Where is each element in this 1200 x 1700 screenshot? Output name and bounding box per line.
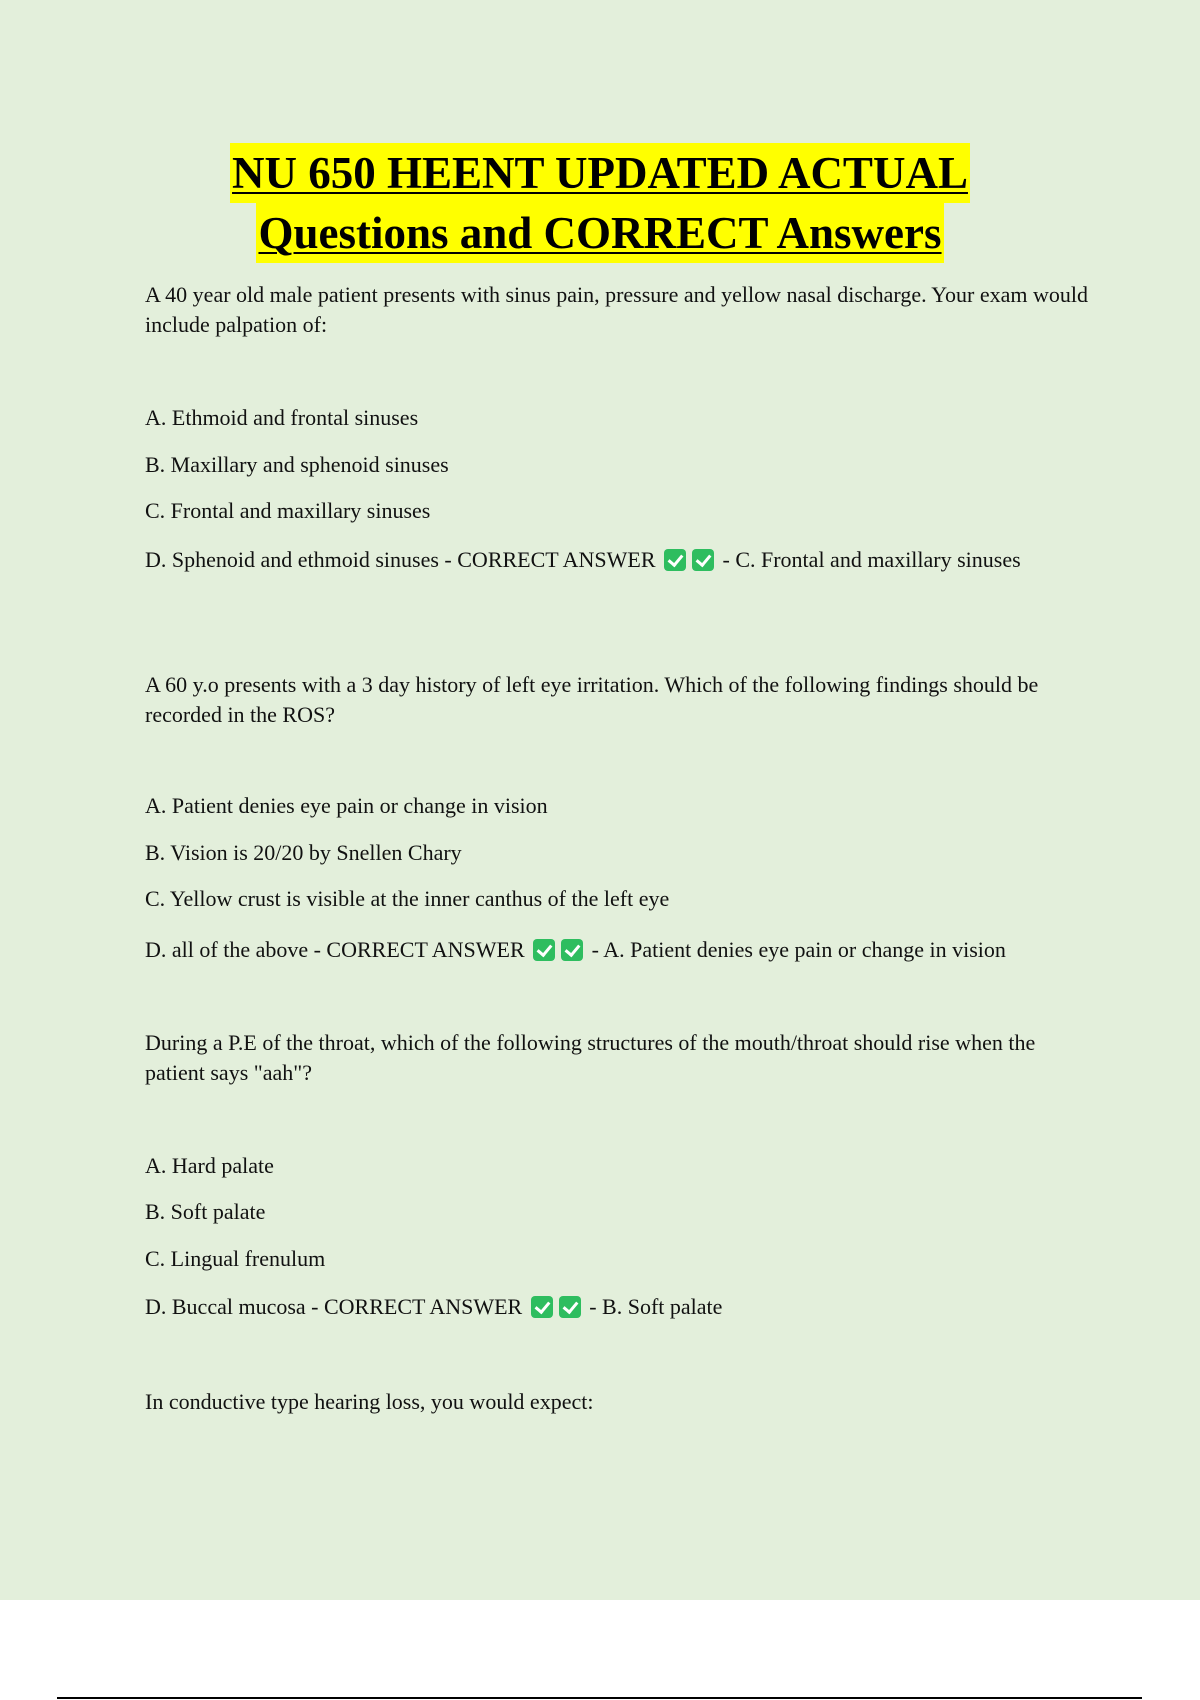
question-1-option-a: A. Ethmoid and frontal sinuses (145, 405, 419, 430)
question-2-answer: - A. Patient denies eye pain or change in vision (591, 937, 1006, 962)
check-mark-icon (664, 549, 686, 571)
title-line-1: NU 650 HEENT UPDATED ACTUAL (230, 143, 970, 203)
check-mark-icon (531, 1296, 553, 1318)
question-3-option-b: B. Soft palate (145, 1199, 266, 1224)
question-4-stem: In conductive type hearing loss, you would expect: (145, 1389, 594, 1414)
title-line-2: Questions and CORRECT Answers (256, 203, 943, 263)
question-2-option-a: A. Patient denies eye pain or change in vision (145, 793, 548, 818)
question-1-last-option: D. Sphenoid and ethmoid sinuses - CORRECT ANSWER (145, 547, 656, 572)
question-3-last-option: D. Buccal mucosa - CORRECT ANSWER (145, 1294, 523, 1319)
check-mark-icon (533, 939, 555, 961)
question-3-stem: During a P.E of the throat, which of the following structures of the mouth/throat should rise when the patient says "aah"? (145, 1030, 1036, 1085)
question-3-option-a: A. Hard palate (145, 1153, 274, 1178)
check-mark-icon (561, 939, 583, 961)
check-mark-icon (692, 549, 714, 571)
check-mark-icon (559, 1296, 581, 1318)
question-3-option-d (145, 1292, 1095, 1322)
question-2-last-option: D. all of the above - CORRECT ANSWER (145, 937, 525, 962)
question-2-stem: A 60 y.o presents with a 3 day history of left eye irritation. Which of the following findings should be recorded in the ROS? (145, 672, 1039, 727)
question-1-option-b: B. Maxillary and sphenoid sinuses (145, 452, 449, 477)
question-3-answer: - B. Soft palate (589, 1294, 723, 1319)
question-1-stem: A 40 year old male patient presents with sinus pain, pressure and yellow nasal discharge. Your exam would include palpation of: (145, 282, 1088, 337)
footer-rule (57, 1697, 1142, 1699)
document-title (0, 143, 1200, 263)
question-2-option-c: C. Yellow crust is visible at the inner canthus of the left eye (145, 886, 670, 911)
question-1-option-c: C. Frontal and maxillary sinuses (145, 498, 431, 523)
question-1-option-d (145, 545, 1095, 575)
question-2-option-b: B. Vision is 20/20 by Snellen Chary (145, 840, 462, 865)
question-1-answer: - C. Frontal and maxillary sinuses (722, 547, 1021, 572)
question-3-option-c: C. Lingual frenulum (145, 1246, 326, 1271)
question-2-option-d (145, 935, 1095, 965)
